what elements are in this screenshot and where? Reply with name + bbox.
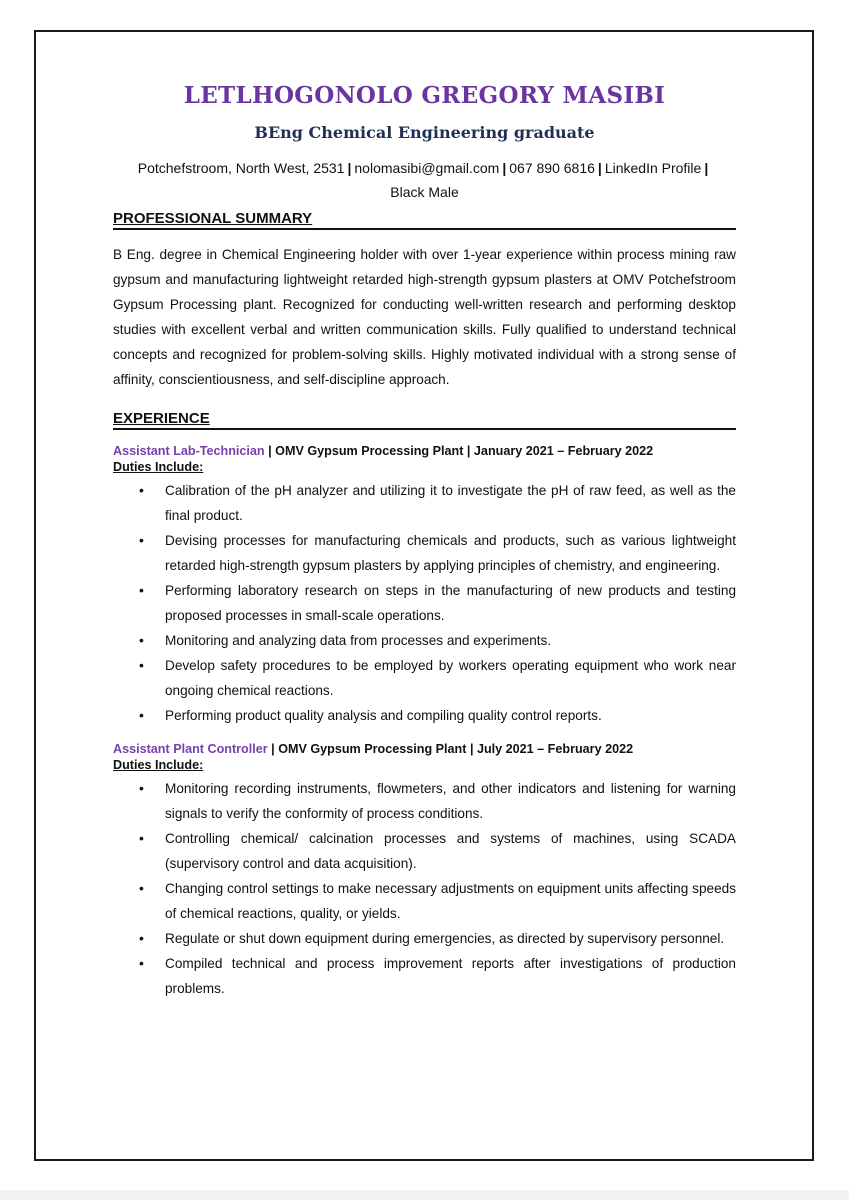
contact-info: Potchefstroom, North West, 2531 | nolomasibi@gmail.com | 067 890 6816 | LinkedIn Profile | Black Male bbox=[137, 160, 709, 200]
duties-label: Duties Include: bbox=[113, 758, 204, 772]
summary-text: B Eng. degree in Chemical Engineering holder with over 1-year experience within process mining raw gypsum and manufacturing lightweight retarded high-strength gypsum plasters at OMV Potchefstroom Gypsum Processing plant. Recognized for conducting well-written research and performing desktop studies with excellent verbal and written communication skills. Fully qualified to understand technical concepts and recognized for problem-solving skills. Highly motivated individual with a strong sense of affinity, conscientiousness, and self-discipline approach. bbox=[113, 247, 736, 387]
duty-item: • Changing control settings to make necessary adjustments on equipment units affecting speeds of chemical reactions, quality, or yields. bbox=[165, 876, 736, 926]
job-details: OMV Gypsum Processing Plant | January 2021 – February 2022 bbox=[275, 444, 654, 458]
contact-demographic: Black Male bbox=[390, 184, 459, 200]
duty-list bbox=[113, 478, 736, 728]
duty-item: • Performing laboratory research on steps in the manufacturing of new products and testing proposed processes in small-scale operations. bbox=[165, 578, 736, 628]
duty-item: • Regulate or shut down equipment during emergencies, as directed by supervisory personnel. bbox=[165, 926, 736, 951]
contact-location: Potchefstroom, North West, 2531 bbox=[137, 160, 345, 176]
contact-phone: 067 890 6816 bbox=[509, 160, 595, 176]
contact-email[interactable]: nolomasibi@gmail.com bbox=[354, 160, 500, 176]
job-entry-plant-controller bbox=[113, 742, 736, 1001]
duty-item: • Controlling chemical/ calcination processes and systems of machines, using SCADA (supervisory control and data acquisition). bbox=[165, 826, 736, 876]
summary-heading bbox=[113, 210, 736, 230]
candidate-name: LETLHOGONOLO GREGORY MASIBI bbox=[183, 82, 666, 109]
summary-heading-text: PROFESSIONAL SUMMARY bbox=[113, 210, 313, 227]
candidate-subtitle: BEng Chemical Engineering graduate bbox=[254, 123, 595, 142]
job-role: Assistant Plant Controller bbox=[113, 742, 268, 756]
duty-item: • Compiled technical and process improvement reports after investigations of production problems. bbox=[165, 951, 736, 1001]
job-title: Assistant Lab-Technician | OMV Gypsum Processing Plant | January 2021 – February 2022 bbox=[113, 444, 654, 458]
experience-heading-text: EXPERIENCE bbox=[113, 410, 210, 427]
job-entry-lab-technician bbox=[113, 444, 736, 728]
job-details: OMV Gypsum Processing Plant | July 2021 – February 2022 bbox=[278, 742, 634, 756]
duty-item: • Calibration of the pH analyzer and utilizing it to investigate the pH of raw feed, as well as the final product. bbox=[165, 478, 736, 528]
job-role: Assistant Lab-Technician bbox=[113, 444, 265, 458]
duty-list bbox=[113, 776, 736, 1001]
duty-item: • Performing product quality analysis and compiling quality control reports. bbox=[165, 703, 736, 728]
duty-item: • Devising processes for manufacturing chemicals and products, such as various lightweight retarded high-strength gypsum plasters by applying principles of chemistry, and engineering. bbox=[165, 528, 736, 578]
page-bottom-strip bbox=[0, 1190, 849, 1200]
job-title: Assistant Plant Controller | OMV Gypsum Processing Plant | July 2021 – February 2022 bbox=[113, 742, 634, 756]
duty-item: • Monitoring and analyzing data from processes and experiments. bbox=[165, 628, 736, 653]
duties-label: Duties Include: bbox=[113, 460, 204, 474]
linkedin-link[interactable]: LinkedIn Profile bbox=[604, 160, 702, 176]
experience-heading bbox=[113, 410, 736, 430]
duty-item: • Monitoring recording instruments, flowmeters, and other indicators and listening for warning signals to verify the conformity of process conditions. bbox=[165, 776, 736, 826]
resume-content bbox=[113, 82, 736, 1001]
duty-item: • Develop safety procedures to be employed by workers operating equipment who work near ongoing chemical reactions. bbox=[165, 653, 736, 703]
